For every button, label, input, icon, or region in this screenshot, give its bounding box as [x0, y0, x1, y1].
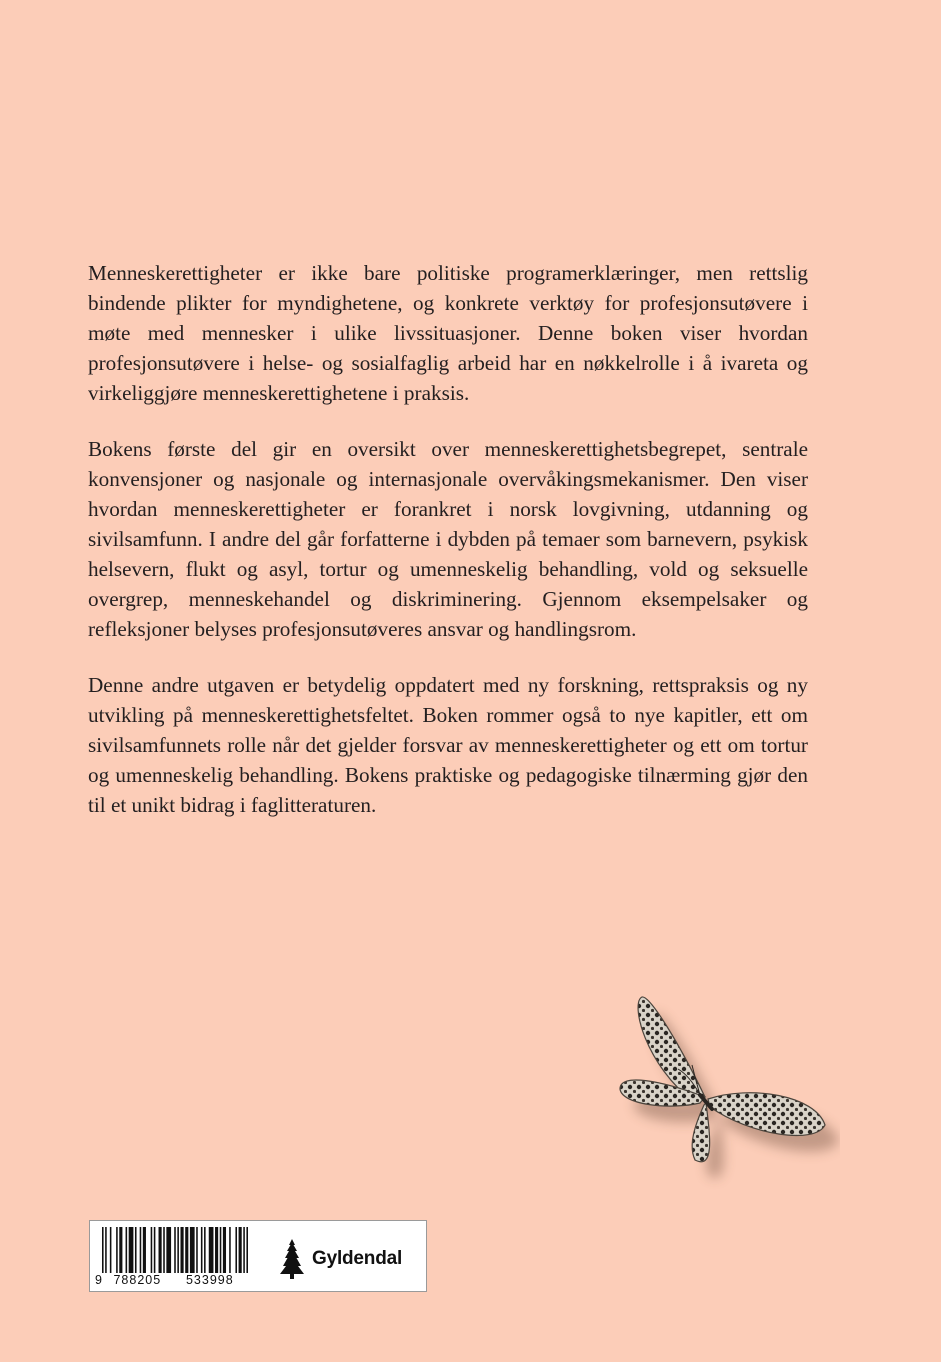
blurb-paragraph-3: Denne andre utgaven er betydelig oppdatert med ny forskning, rettspraksis og ny utvikling på menneskerettighetsfeltet. Boken rommer også to nye kapitler, ett om sivilsamfunnets rolle når det gjelder forsvar av menneskerettigheter og ett om tortur og umenneskelig behandling. Bokens praktiske og pedagogiske tilnærming gjør den til et unikt bidrag i faglitteraturen. — [88, 673, 808, 817]
fir-tree-icon — [278, 1239, 306, 1279]
isbn-barcode — [102, 1227, 248, 1273]
isbn-number — [95, 1273, 255, 1287]
publisher-name: Gyldendal — [312, 1248, 403, 1269]
blurb-paragraph-2: Bokens første del gir en oversikt over menneskerettighetsbegrepet, sentrale konvensjoner og nasjonale og internasjonale overvåkingsmekanismer. Den viser hvordan menneskerettigheter er forankret i norsk lovgivning, utdanning og sivilsamfunn. I andre del går forfatterne i dybden på temaer som barnevern, psykisk helsevern, flukt og asyl, tortur og umenneskelig behandling, vold og seksuelle overgrep, menneskehandel og diskriminering. Gjennom eksempelsaker og refleksjoner belyses profesjonsutøveres ansvar og handlingsrom. — [88, 437, 808, 641]
back-cover-blurb — [88, 258, 808, 846]
isbn-prefix-digit: 9 — [95, 1273, 103, 1287]
barcode-panel — [89, 1220, 427, 1292]
blurb-paragraph-1: Menneskerettigheter er ikke bare politiske programerklæringer, men rettslig bindende plikter for myndighetene, og konkrete verktøy for profesjonsutøvere i møte med mennesker i ulike livssituasjoner. Denne boken viser hvordan profesjonsutøvere i helse- og sosialfaglig arbeid har en nøkkelrolle i å ivareta og virkeliggjøre menneskerettighetene i praksis. — [88, 261, 808, 405]
butterfly-icon — [600, 985, 840, 1195]
publisher-logo — [278, 1239, 402, 1279]
isbn-right-group: 533998 — [185, 1273, 234, 1287]
isbn-left-group: 788205 — [113, 1273, 162, 1287]
